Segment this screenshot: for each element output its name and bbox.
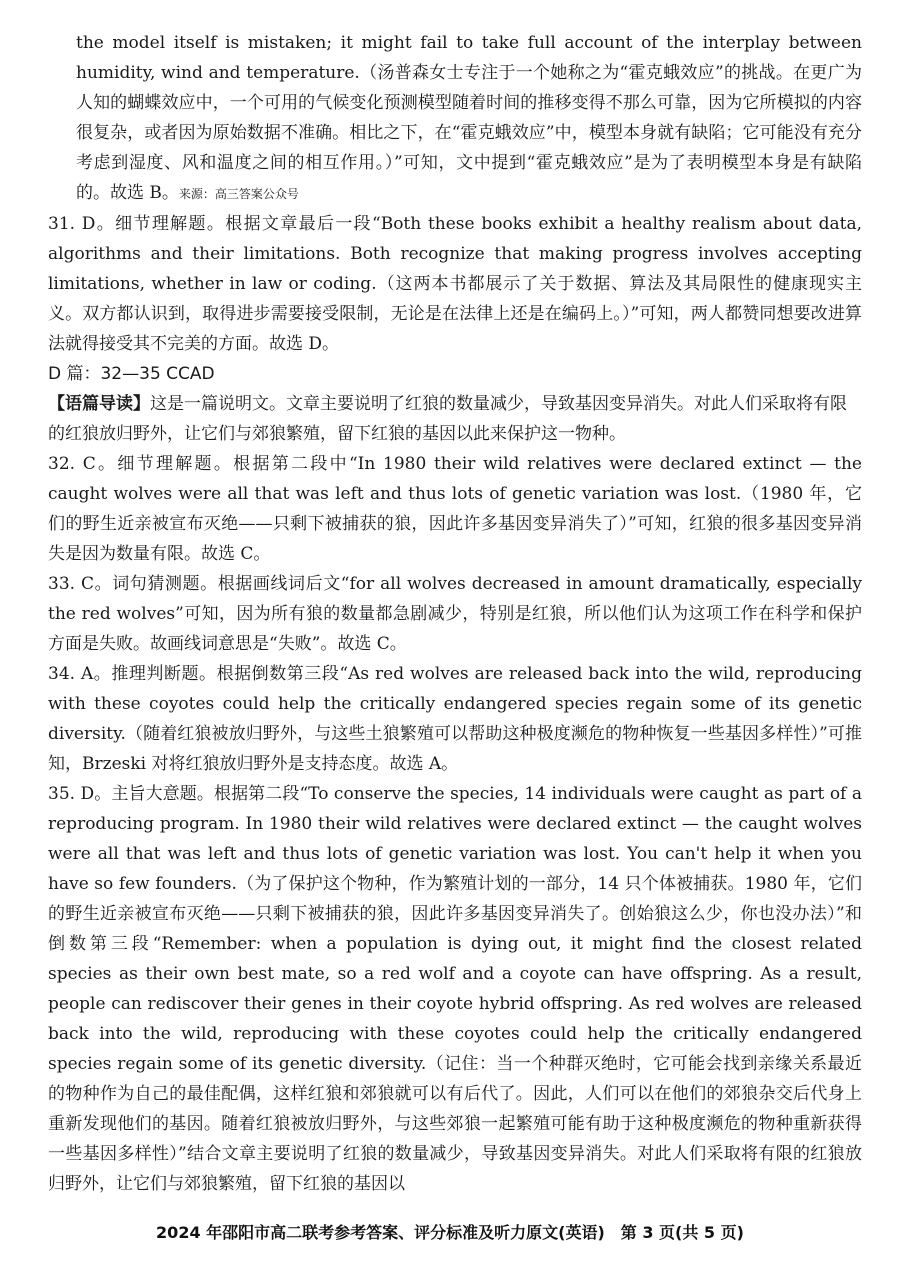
- q30-continuation-text: the model itself is mistaken; it might fail to take full account of the interplay between humidity, wind and temperature.（汤普森女士专注于一个她称之为“霍克蛾效应”的挑战。在更广为人知的蝴蝶效应中，一个可用的气候变化预测模型随着时间的推移变得不那么可靠，因为它所模拟的内容很复杂，或者因为原始数据不准确。相比之下，在“霍克蛾效应”中，模型本身就有缺陷；它可能没有充分考虑到湿度、风和温度之间的相互作用。）”可知，文中提到“霍克蛾效应”是为了表明模型本身是有缺陷的。故选 B。: [76, 33, 862, 203]
- answer-q32: [48, 449, 862, 569]
- answer-q31-text: 31. D。细节理解题。根据文章最后一段“Both these books exhibit a healthy realism about data, algorithms and their limitations. Both recognize that making progress involves accepting limitations, whether in law or coding.（这两本书都展示了关于数据、算法及其局限性的健康现实主义。双方都认识到，取得进步需要接受限制，无论是在法律上还是在编码上。）”可知，两人都赞同想要改进算法就得接受其不完美的方面。故选 D。: [48, 214, 862, 354]
- guide-text: 这是一篇说明文。文章主要说明了红狼的数量减少，导致基因变异消失。对此人们采取将有限的红狼放归野外，让它们与郊狼繁殖，留下红狼的基因以此来保护这一物种。: [48, 394, 847, 444]
- source-note: 来源：高三答案公众号: [178, 187, 299, 201]
- answer-q35: [48, 779, 862, 1199]
- answer-q33-text: 33. C。词句猜测题。根据画线词后文“for all wolves decreased in amount dramatically, especially the red wolves”可知，因为所有狼的数量都急剧减少，特别是红狼，所以他们认为这项工作在科学和保护方面是失败。故画线词意思是“失败”。故选 C。: [48, 574, 862, 654]
- page-footer: 2024 年邵阳市高二联考参考答案、评分标准及听力原文(英语) 第 3 页(共 5 页): [156, 1223, 744, 1242]
- answer-q31: [48, 209, 862, 359]
- answer-q33: [48, 569, 862, 659]
- answer-q34: [48, 659, 862, 779]
- answer-q32-text: 32. C。细节理解题。根据第二段中“In 1980 their wild relatives were declared extinct — the caught wolves were all that was left and thus lots of genetic variation was lost.（1980 年，它们的野生近亲被宣布灭绝——只剩下被捕获的狼，因此许多基因变异消失了）”可知，红狼的很多基因变异消失是因为数量有限。故选 C。: [48, 454, 862, 564]
- section-d-guide: [48, 389, 862, 449]
- q30-continuation: [76, 28, 862, 209]
- answer-q34-text: 34. A。推理判断题。根据倒数第三段“As red wolves are released back into the wild, reproducing with these coyotes could help the critically endangered species regain some of its genetic diversity.（随着红狼被放归野外，与这些土狼繁殖可以帮助这种极度濒危的物种恢复一些基因多样性）”可推知，Brzeski 对将红狼放归野外是支持态度。故选 A。: [48, 664, 862, 774]
- answer-q35-text: 35. D。主旨大意题。根据第二段“To conserve the species, 14 individuals were caught as part of a reproducing program. In 1980 their wild relatives were declared extinct — the caught wolves were all that was left and thus lots of genetic variation was lost. You can't help it when you have so few founders.（为了保护这个物种，作为繁殖计划的一部分，14 只个体被捕获。1980 年，它们的野生近亲被宣布灭绝——只剩下被捕获的狼，因此许多基因变异消失了。创始狼这么少，你也没办法）”和倒数第三段“Remember: when a population is dying out, it might find the closest related species as their own best mate, so a red wolf and a coyote can have offspring. As a result, people can rediscover their genes in their coyote hybrid offspring. As red wolves are released back into the wild, reproducing with these coyotes could help the critically endangered species regain some of its genetic diversity.（记住：当一个种群灭绝时，它可能会找到亲缘关系最近的物种作为自己的最佳配偶，这样红狼和郊狼就可以有后代了。因此，人们可以在他们的郊狼杂交后代身上重新发现他们的基因。随着红狼被放归野外，与这些郊狼一起繁殖可能有助于这种极度濒危的物种重新获得一些基因多样性）”结合文章主要说明了红狼的数量减少，导致基因变异消失。对此人们采取将有限的红狼放归野外，让它们与郊狼繁殖，留下红狼的基因以: [48, 784, 862, 1194]
- guide-label: 【语篇导读】: [48, 394, 150, 414]
- section-d-heading: D 篇：32—35 CCAD: [48, 364, 215, 384]
